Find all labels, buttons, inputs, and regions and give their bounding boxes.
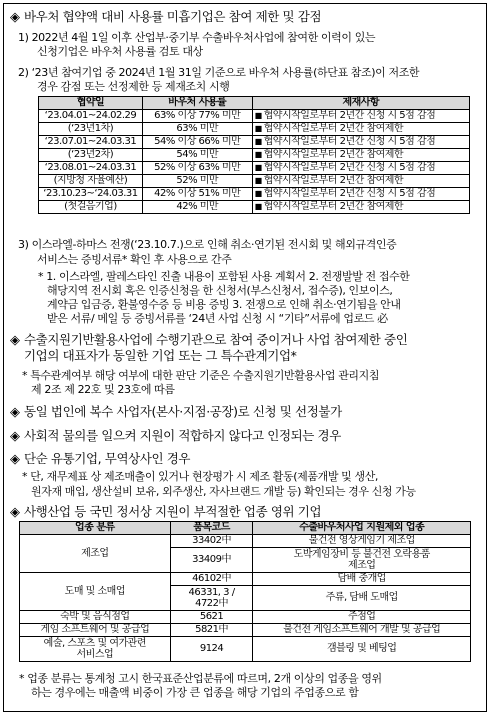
- item-1-line-2: 신청기업은 바우처 사용률 검토 대상: [37, 45, 203, 58]
- section-heading-2-cont: 기업의 대표자가 동일한 기업 또는 그 특수관계기업*: [24, 348, 297, 363]
- item-2-line-1: 2) ‘23년 참여기업 중 2024년 1월 31일 기준으로 바우처 사용률(하단표 참조)이 저조한: [18, 66, 420, 79]
- diamond-bullet-icon: ◈: [10, 333, 20, 348]
- section-heading-2: ◈ 수출지원기반활용사업에 수행기관으로 참여 중이거나 사업 참여제한 중인: [10, 332, 408, 348]
- table-row: 33409中 도박게임장비 등 불건전 오락용품 제조업: [20, 548, 471, 573]
- footnote-line-1: * 업종 분류는 통계청 고시 한국표준산업분류에 따르며, 2개 이상의 업종을 영위: [19, 672, 382, 685]
- note-3-line-2: 원자재 매입, 생산설비 보유, 외주생산, 자사브랜드 개발 등) 확인되는 경우 신청 가능: [31, 485, 416, 498]
- section-heading-1: ◈ 바우처 협약액 대비 사용률 미흡기업은 참여 제한 및 감점: [10, 9, 322, 25]
- diamond-bullet-icon: ◈: [10, 429, 20, 444]
- diamond-bullet-icon: ◈: [10, 452, 20, 467]
- table-row: 게임 소프트웨어 및 공급업 5821中 불건전 게임소프트웨어 개발 및 공급업: [20, 624, 471, 637]
- table-row: ‘23.08.01~24.03.31 52% 이상 63% 미만 ■ 협약시작일로부터 2년간 신청 시 5점 감점: [39, 162, 470, 175]
- item-3-line-1: 3) 이스라엘-하마스 전쟁(‘23.10.7.)으로 인해 취소·연기된 전시회 및 해외규격인증: [18, 238, 397, 251]
- section-heading-6: ◈ 사행산업 등 국민 정서상 지원이 부적절한 업종 영위 기업: [10, 504, 322, 520]
- section-heading-4: ◈ 사회적 물의를 일으켜 지원이 적합하지 않다고 인정되는 경우: [10, 428, 341, 444]
- note-3-line-1: * 단, 재무제표 상 제조매출이 있거나 현장평가 시 제조 활동(제품개발 및 생산,: [22, 470, 379, 483]
- column-header: 제재사항: [252, 97, 469, 110]
- column-header: 업종 분류: [20, 522, 171, 535]
- table-row: (‘23년2차) 54% 미만 ■ 협약시작일로부터 2년간 참여제한: [39, 149, 470, 162]
- table-row: 제조업 33402中 불건전 영상게임기 제조업: [20, 535, 471, 548]
- column-header: 수출바우처사업 지원제외 업종: [253, 522, 471, 535]
- diamond-bullet-icon: ◈: [10, 405, 20, 420]
- table-row: 도매 및 소매업 46102中 담배 중개업: [20, 573, 471, 586]
- section-heading-5: ◈ 단순 유통기업, 무역상사인 경우: [10, 451, 191, 467]
- diamond-bullet-icon: ◈: [10, 505, 20, 520]
- note-1-line-1: * 1. 이스라엘, 팔레스타인 진출 내용이 포함된 사용 계획서 2. 전쟁발발 전 접수한: [38, 270, 410, 283]
- footnote-line-2: 하는 경우에는 매출액 비중이 가장 큰 업종을 해당 기업의 주업종으로 함: [31, 686, 359, 699]
- table-row: 숙박 및 음식점업 5621 주점업: [20, 611, 471, 624]
- item-1-line-1: 1) 2022년 4월 1일 이후 산업부·중기부 수출바우처사업에 참여한 이력이 있는: [18, 31, 376, 44]
- note-1-line-3: 계약금 입금증, 환불영수증 등 비용 증빙 3. 전쟁으로 인해 취소·연기됨을 안내: [47, 298, 401, 311]
- column-header: 협약일: [39, 97, 143, 110]
- table-row: 46331, 3 / 4722中 주류, 담배 도매업: [20, 586, 471, 611]
- item-2-line-2: 경우 감점 또는 선정제한 등 제재조치 시행: [37, 80, 230, 93]
- table-row: 예술, 스포츠 및 여가관련 서비스업 9124 갬블링 및 베팅업: [20, 637, 471, 662]
- section-heading-3: ◈ 동일 법인에 복수 사업자(본사·지점·공장)로 신청 및 선정불가: [10, 404, 342, 420]
- table-row: ‘23.04.01~24.02.29 63% 이상 77% 미만 ■ 협약시작일로부터 2년간 신청 시 5점 감점: [39, 110, 470, 123]
- item-3-line-2: 서비스는 증빙서류* 확인 후 사용으로 간주: [37, 253, 232, 266]
- table-row: (지방청 자율예산) 52% 미만 ■ 협약시작일로부터 2년간 참여제한: [39, 175, 470, 188]
- column-header: 바우처 사용률: [142, 97, 252, 110]
- restriction-table: [38, 96, 470, 214]
- excluded-industry-table: [19, 521, 471, 662]
- table-row: (첫걸음기업) 42% 미만 ■ 협약시작일로부터 2년간 참여제한: [39, 201, 470, 214]
- note-1-line-4: 받은 서류/ 메일 등 증빙서류를 ‘24년 사업 신청 시 “기타”서류에 업로드 必: [47, 312, 388, 325]
- table-row: ‘23.07.01~24.03.31 54% 이상 66% 미만 ■ 협약시작일로부터 2년간 신청 시 5점 감점: [39, 136, 470, 149]
- diamond-bullet-icon: ◈: [10, 10, 20, 25]
- table-row: (‘23년1차) 63% 미만 ■ 협약시작일로부터 2년간 참여제한: [39, 123, 470, 136]
- note-1-line-2: 해당지역 전시회 혹은 인증신청을 한 신청서(부스신청서, 접수증), 인보이스,: [47, 284, 393, 297]
- table-row: ‘23.10.23~‘24.03.31 42% 이상 51% 미만 ■ 협약시작일로부터 2년간 신청 시 5점 감점: [39, 188, 470, 201]
- note-2-line-2: 제 2조 제 22호 및 23호에 따름: [31, 383, 175, 396]
- note-2-line-1: * 특수관계여부 해당 여부에 대한 판단 기준은 수출지원기반활용사업 관리지침: [22, 369, 380, 382]
- column-header: 품목코드: [170, 522, 253, 535]
